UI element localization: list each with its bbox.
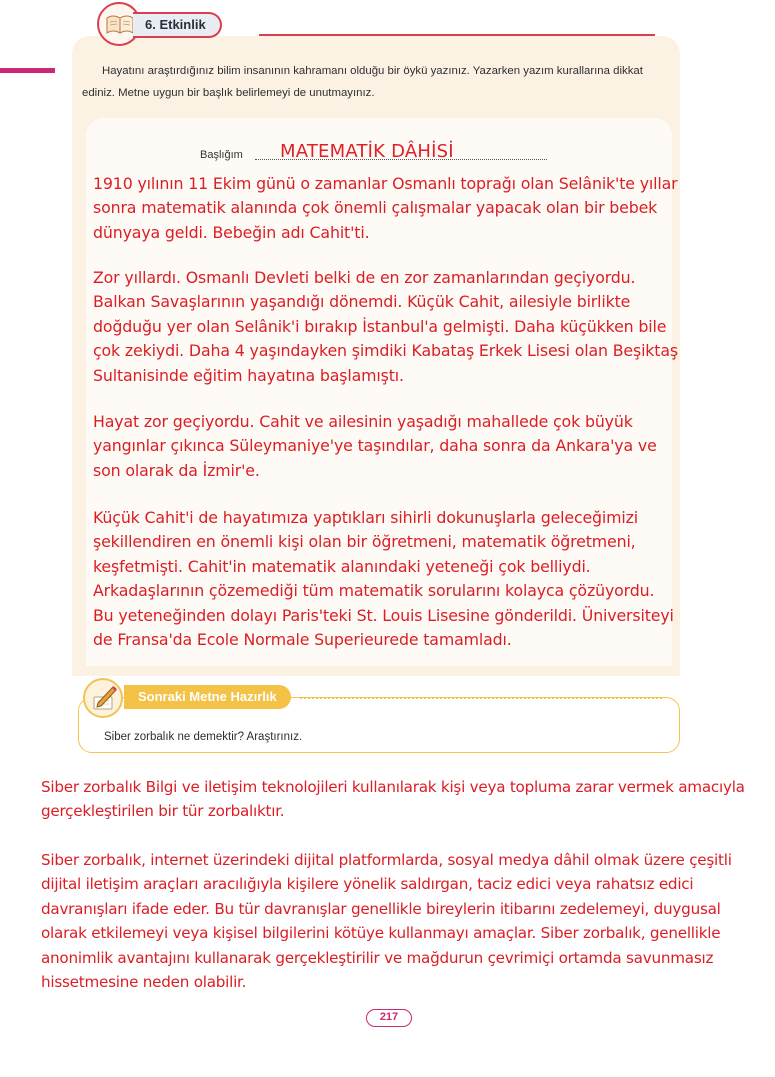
research-question: Siber zorbalık ne demektir? Araştırınız. bbox=[104, 731, 303, 743]
story-paragraph: Küçük Cahit'i de hayatımıza yaptıkları sihirli dokunuşlarla geleceğimizi şekillendiren en önemli kişi olan bir öğretmeni, matematik öğretmeni, keşfetmişti. Cahit'in matematik alanındaki yeteneği çok belliydi. Arkadaşlarının çözemediği tüm matematik sorularını kolayca çözüyordu. Bu yeteneğinden dolayı Paris'teki St. Louis Lisesine gönderildi. Üniversiteyi de Fransa'da Ecole Normale Superieurede tamamladı. bbox=[93, 508, 674, 650]
story-paragraph: Zor yıllardı. Osmanlı Devleti belki de en zor zamanlarından geçiyordu. Balkan Savaşlarının yaşandığı dönemdi. Küçük Cahit, ailesiyle birlikte doğduğu yer olan Selânik'i bırakıp İstanbul'a gelmişti. Daha küçükken bile çok zekiydi. Daha 4 yaşındayken şimdiki Kabataş Erkek Lisesi olan Beşiktaş Sultanisinde eğitim hayatına başlamıştı. bbox=[93, 268, 678, 385]
next-text-dotted-rule bbox=[300, 697, 662, 699]
story-title: MATEMATİK DÂHİSİ bbox=[280, 141, 454, 162]
activity-header bbox=[97, 2, 677, 46]
activity-title: 6. Etkinlik bbox=[133, 12, 222, 38]
story-paragraph: Hayat zor geçiyordu. Cahit ve ailesinin yaşadığı mahallede çok büyük yangınlar çıkınca Süleymaniye'ye taşındılar, daha sonra da Ankara'ya ve son olarak da İzmir'e. bbox=[93, 412, 657, 480]
answer-paragraph: Siber zorbalık Bilgi ve iletişim teknolojileri kullanılarak kişi veya topluma zarar vermek amacıyla gerçekleştirilen bir tür zorbalıktır. bbox=[41, 778, 745, 821]
title-label: Başlığım bbox=[200, 149, 243, 161]
margin-marker bbox=[0, 68, 55, 73]
header-divider bbox=[259, 34, 655, 36]
story-title-row bbox=[200, 142, 560, 164]
story-paragraph: 1910 yılının 11 Ekim günü o zamanlar Osmanlı toprağı olan Selânik'te yıllar sonra matematik alanında çok önemli çalışmalar yapacak olan bir bebek dünyaya geldi. Bebeğin adı Cahit'ti. bbox=[93, 174, 678, 242]
pencil-icon bbox=[83, 678, 123, 718]
activity-instruction: Hayatını araştırdığınız bilim insanının kahramanı olduğu bir öykü yazınız. Yazarken yazım kurallarına dikkat ediniz. Metne uygun bir başlık belirlemeyi de unutmayınız. bbox=[82, 65, 643, 99]
page-number: 217 bbox=[366, 1009, 412, 1027]
next-text-title: Sonraki Metne Hazırlık bbox=[124, 685, 291, 709]
answer-paragraph: Siber zorbalık, internet üzerindeki dijital platformlarda, sosyal medya dâhil olmak üzere çeşitli dijital iletişim araçları aracılığıyla kişilere yönelik saldırgan, taciz edici veya rahatsız edici davranışları ifade eder. Bu tür davranışlar genellikle bireylerin itibarını zedelemeyi, duygusal olarak etkilemeyi veya kişisel bilgilerini kötüye kullanmayı amaçlar. Siber zorbalık, genellikle anonimlik avantajını kullanarak gerçekleştirilir ve mağdurun çevrimiçi ortamda savunmasız hissetmesine neden olabilir. bbox=[41, 851, 732, 992]
